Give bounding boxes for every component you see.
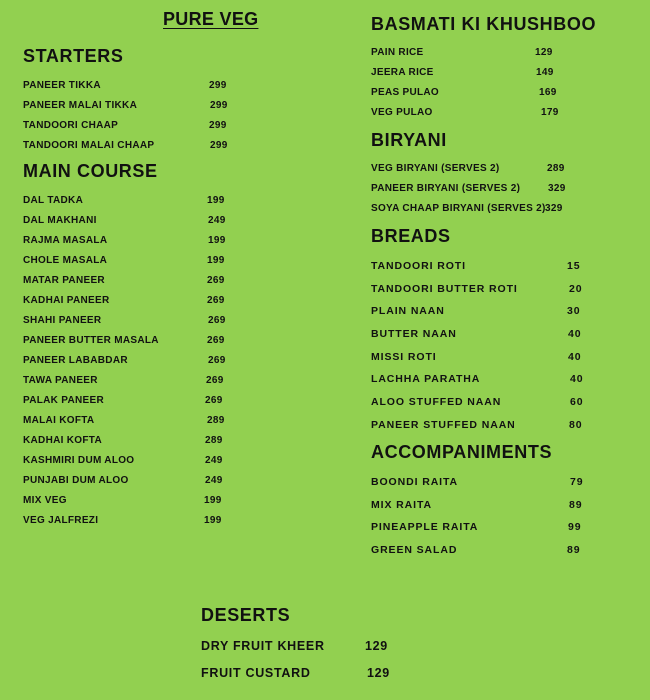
menu-item-price: 249 [205, 455, 223, 466]
menu-item-name: MALAI KOFTA [23, 415, 95, 426]
menu-item [371, 107, 641, 127]
menu-item-name: LACHHA PARATHA [371, 373, 481, 386]
menu-item-price: 269 [208, 355, 226, 366]
menu-item [371, 476, 641, 499]
menu-item-name: PANEER STUFFED NAAN [371, 418, 516, 431]
menu-item-price: 199 [207, 255, 225, 266]
menu-item-price: 199 [204, 515, 222, 526]
menu-item-name: PANEER BUTTER MASALA [23, 335, 159, 346]
menu-item [371, 87, 641, 107]
menu-item-price: 40 [568, 328, 582, 341]
menu-item-price: 269 [207, 275, 225, 286]
menu-item-name: BOONDI RAITA [371, 476, 459, 488]
menu-item-name: PANEER BIRYANI (SERVES 2) [371, 183, 521, 194]
menu-title: PURE VEG [163, 9, 259, 29]
menu-item [23, 80, 323, 100]
section-heading-deserts: DESERTS [201, 605, 291, 625]
starters-list [23, 80, 323, 160]
section-heading-accompaniments: ACCOMPANIMENTS [371, 442, 553, 462]
menu-item-price: 269 [205, 395, 223, 406]
menu-item [371, 305, 641, 328]
menu-item-name: TANDOORI ROTI [371, 260, 466, 272]
menu-item [371, 396, 641, 419]
menu-item-price: 299 [210, 140, 228, 151]
menu-item [371, 373, 641, 396]
menu-item-price: 40 [570, 373, 584, 386]
menu-item-name: PANEER LABABDAR [23, 355, 128, 366]
menu-item [371, 419, 641, 442]
menu-item-name: TAWA PANEER [23, 375, 98, 386]
menu-item [23, 435, 323, 455]
main-course-list [23, 195, 323, 535]
accompaniments-list [371, 476, 641, 567]
menu-item-price: 89 [569, 498, 583, 511]
section-heading-basmati: BASMATI KI KHUSHBOO [371, 14, 597, 34]
menu-item [23, 395, 323, 415]
section-heading-breads: BREADS [371, 226, 451, 246]
menu-item-price: 15 [567, 260, 581, 272]
menu-item [23, 335, 323, 355]
section-heading-starters: STARTERS [23, 46, 124, 66]
menu-item-price: 269 [207, 295, 225, 306]
menu-item-name: PANEER TIKKA [23, 80, 101, 91]
menu-item [23, 515, 323, 535]
menu-item-price: 89 [567, 544, 581, 557]
menu-item-price: 129 [365, 639, 388, 653]
menu-item [23, 415, 323, 435]
menu-item [23, 495, 323, 515]
menu-item [23, 295, 323, 315]
menu-item-price: 149 [536, 67, 554, 78]
menu-item [371, 521, 641, 544]
menu-item [23, 120, 323, 140]
menu-item-price: 299 [210, 100, 228, 111]
menu-item-name: DAL MAKHANI [23, 215, 97, 226]
menu-item [371, 283, 641, 306]
menu-item-name: PALAK PANEER [23, 395, 105, 406]
menu-item-name: PLAIN NAAN [371, 305, 445, 318]
menu-item [371, 544, 641, 567]
menu-item [201, 639, 451, 666]
menu-item-name: SHAHI PANEER [23, 315, 102, 326]
menu-item [23, 355, 323, 375]
menu-item [201, 666, 451, 693]
menu-item-name: PINEAPPLE RAITA [371, 521, 479, 534]
biryani-list [371, 163, 641, 223]
menu-item-name: VEG BIRYANI (SERVES 2) [371, 163, 500, 174]
menu-item-price: 299 [209, 80, 227, 91]
section-heading-main-course: MAIN COURSE [23, 161, 158, 181]
menu-item [371, 328, 641, 351]
menu-item-price: 269 [207, 335, 225, 346]
menu-item-price: 80 [569, 418, 583, 431]
menu-item [23, 455, 323, 475]
menu-item [23, 140, 323, 160]
menu-item-name: VEG PULAO [371, 107, 433, 118]
menu-item [23, 195, 323, 215]
menu-item [23, 100, 323, 120]
menu-item-name: BUTTER NAAN [371, 328, 457, 341]
menu-item-name: KADHAI KOFTA [23, 435, 102, 446]
menu-item-name: DAL TADKA [23, 195, 84, 206]
menu-item-name: PEAS PULAO [371, 87, 440, 98]
menu-item-price: 269 [208, 315, 226, 326]
menu-item-price: 129 [367, 666, 390, 680]
menu-item-name: MIX VEG [23, 495, 67, 506]
menu-item-price: 199 [204, 495, 222, 506]
menu-item-price: 40 [568, 350, 582, 363]
menu-item-price: 329 [545, 203, 563, 214]
menu-item [23, 215, 323, 235]
menu-item [371, 183, 641, 203]
menu-item-name: TANDOORI CHAAP [23, 120, 119, 131]
menu-item [371, 67, 641, 87]
menu-item [23, 315, 323, 335]
menu-item-name: VEG JALFREZI [23, 515, 99, 526]
menu-item-name: TANDOORI BUTTER ROTI [371, 282, 518, 295]
breads-list [371, 260, 641, 442]
menu-item-price: 99 [568, 521, 582, 534]
menu-item-name: MISSI ROTI [371, 350, 437, 363]
deserts-list [201, 639, 451, 693]
menu-item [371, 47, 641, 67]
section-heading-biryani: BIRYANI [371, 130, 447, 150]
menu-item-name: SOYA CHAAP BIRYANI (SERVES 2) [371, 203, 546, 214]
menu-item-price: 179 [541, 107, 559, 118]
menu-item [371, 351, 641, 374]
menu-item-price: 249 [208, 215, 226, 226]
menu-item-price: 60 [570, 396, 584, 409]
menu-item [371, 260, 641, 283]
menu-item-price: 289 [207, 415, 225, 426]
menu-item-name: KASHMIRI DUM ALOO [23, 455, 135, 466]
menu-item-name: KADHAI PANEER [23, 295, 110, 306]
menu-item-name: MIX RAITA [371, 498, 432, 511]
menu-item-name: MATAR PANEER [23, 275, 105, 286]
menu-item [23, 275, 323, 295]
menu-item-price: 299 [209, 120, 227, 131]
menu-item-price: 199 [208, 235, 226, 246]
menu-item [371, 499, 641, 522]
menu-item-name: FRUIT CUSTARD [201, 666, 311, 680]
menu-item [371, 163, 641, 183]
menu-item-price: 20 [569, 282, 583, 295]
basmati-list [371, 47, 641, 127]
menu-item [371, 203, 641, 223]
menu-item-price: 249 [205, 475, 223, 486]
menu-item [23, 475, 323, 495]
menu-item-name: PUNJABI DUM ALOO [23, 475, 129, 486]
menu-item-name: GREEN SALAD [371, 544, 458, 557]
menu-item-price: 289 [205, 435, 223, 446]
menu-item-price: 129 [535, 47, 553, 58]
menu-item [23, 255, 323, 275]
menu-item-name: CHOLE MASALA [23, 255, 108, 266]
menu-item-name: TANDOORI MALAI CHAAP [23, 140, 155, 151]
menu-item-price: 199 [207, 195, 225, 206]
menu-item-name: PANEER MALAI TIKKA [23, 100, 138, 111]
menu-item-name: RAJMA MASALA [23, 235, 108, 246]
menu-item-price: 269 [206, 375, 224, 386]
menu-item-name: PAIN RICE [371, 47, 424, 58]
menu-item-name: ALOO STUFFED NAAN [371, 396, 502, 409]
menu-item-price: 169 [539, 87, 557, 98]
menu-item-price: 30 [567, 305, 581, 318]
menu-item-price: 79 [570, 476, 584, 488]
menu-item-name: JEERA RICE [371, 67, 434, 78]
menu-item-price: 329 [548, 183, 566, 194]
menu-item-price: 289 [547, 163, 565, 174]
menu-item [23, 375, 323, 395]
menu-item [23, 235, 323, 255]
menu-item-name: DRY FRUIT KHEER [201, 639, 325, 653]
